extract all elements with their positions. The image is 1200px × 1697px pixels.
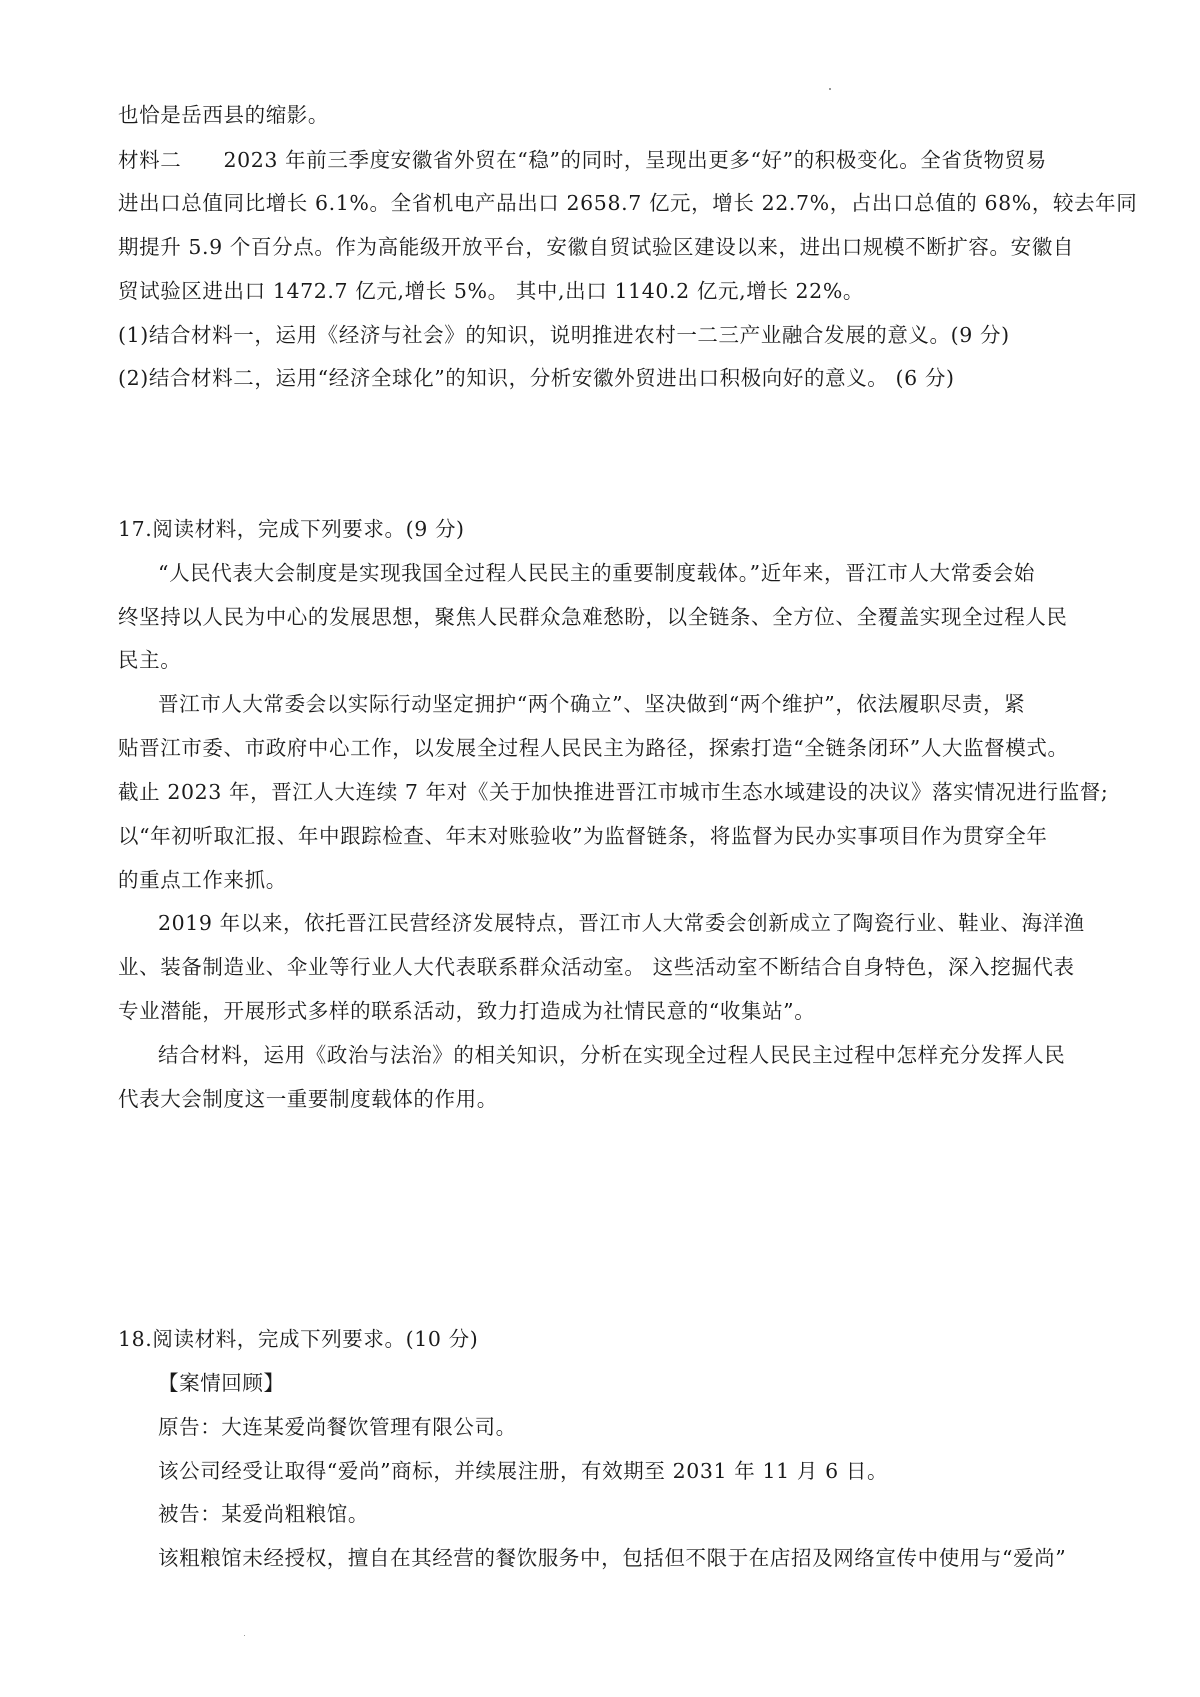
text-line: 进出口总值同比增长 6.1%。全省机电产品出口 2658.7 亿元，增长 22.7%，占出口总值的 68%，较去年同: [118, 191, 1138, 215]
text-line: 业、装备制造业、伞业等行业人大代表联系群众活动室。 这些活动室不断结合自身特色，深入挖掘代表: [118, 955, 1075, 979]
text-line: 晋江市人大常委会以实际行动坚定拥护“两个确立”、坚决做到“两个维护”，依法履职尽责，紧: [158, 692, 1026, 716]
text-line: 贴晋江市委、市政府中心工作，以发展全过程人民民主为路径，探索打造“全链条闭环”人大监督模式。: [118, 736, 1069, 760]
scan-speck: [829, 88, 831, 90]
text-line: 代表大会制度这一重要制度载体的作用。: [118, 1087, 498, 1111]
text-line: 材料二 2023 年前三季度安徽省外贸在“稳”的同时，呈现出更多“好”的积极变化。全省货物贸易: [118, 148, 1047, 172]
text-line: 被告：某爱尚粗粮馆。: [158, 1502, 369, 1526]
text-line: (2)结合材料二，运用“经济全球化”的知识，分析安徽外贸进出口积极向好的意义。 (6 分): [118, 366, 955, 390]
text-line: 该粗粮馆未经授权，擅自在其经营的餐饮服务中，包括但不限于在店招及网络宣传中使用与“爱尚”: [158, 1546, 1067, 1570]
text-line: (1)结合材料一，运用《经济与社会》的知识，说明推进农村一二三产业融合发展的意义。(9 分): [118, 323, 1010, 347]
text-line: 以“年初听取汇报、年中跟踪检查、年末对账验收”为监督链条，将监督为民办实事项目作为贯穿全年: [118, 824, 1048, 848]
text-line: 该公司经受让取得“爱尚”商标，并续展注册，有效期至 2031 年 11 月 6 日。: [158, 1459, 889, 1483]
text-line: 也恰是岳西县的缩影。: [118, 103, 329, 127]
text-line: 【案情回顾】: [158, 1371, 285, 1395]
text-line: 18.阅读材料，完成下列要求。(10 分): [118, 1327, 479, 1351]
text-line: 结合材料，运用《政治与法治》的相关知识，分析在实现全过程人民民主过程中怎样充分发挥人民: [158, 1043, 1066, 1067]
text-line: 原告：大连某爱尚餐饮管理有限公司。: [158, 1415, 517, 1439]
text-line: 截止 2023 年，晋江人大连续 7 年对《关于加快推进晋江市城市生态水域建设的决议》落实情况进行监督;: [118, 780, 1109, 804]
text-line: 终坚持以人民为中心的发展思想，聚焦人民群众急难愁盼，以全链条、全方位、全覆盖实现全过程人民: [118, 605, 1068, 629]
text-line: 期提升 5.9 个百分点。作为高能级开放平台，安徽自贸试验区建设以来，进出口规模不断扩容。安徽自: [118, 235, 1074, 259]
text-line: 民主。: [118, 648, 182, 672]
text-line: 17.阅读材料，完成下列要求。(9 分): [118, 517, 465, 541]
text-line: “人民代表大会制度是实现我国全过程人民民主的重要制度载体。”近年来，晋江市人大常委会始: [158, 561, 1036, 585]
text-line: 专业潜能，开展形式多样的联系活动，致力打造成为社情民意的“收集站”。: [118, 999, 816, 1023]
text-line: 的重点工作来抓。: [118, 868, 287, 892]
text-line: 2019 年以来，依托晋江民营经济发展特点，晋江市人大常委会创新成立了陶瓷行业、鞋业、海洋渔: [158, 911, 1085, 935]
scan-speck: [244, 1635, 245, 1636]
text-line: 贸试验区进出口 1472.7 亿元,增长 5%。 其中,出口 1140.2 亿元,增长 22%。: [118, 279, 865, 303]
